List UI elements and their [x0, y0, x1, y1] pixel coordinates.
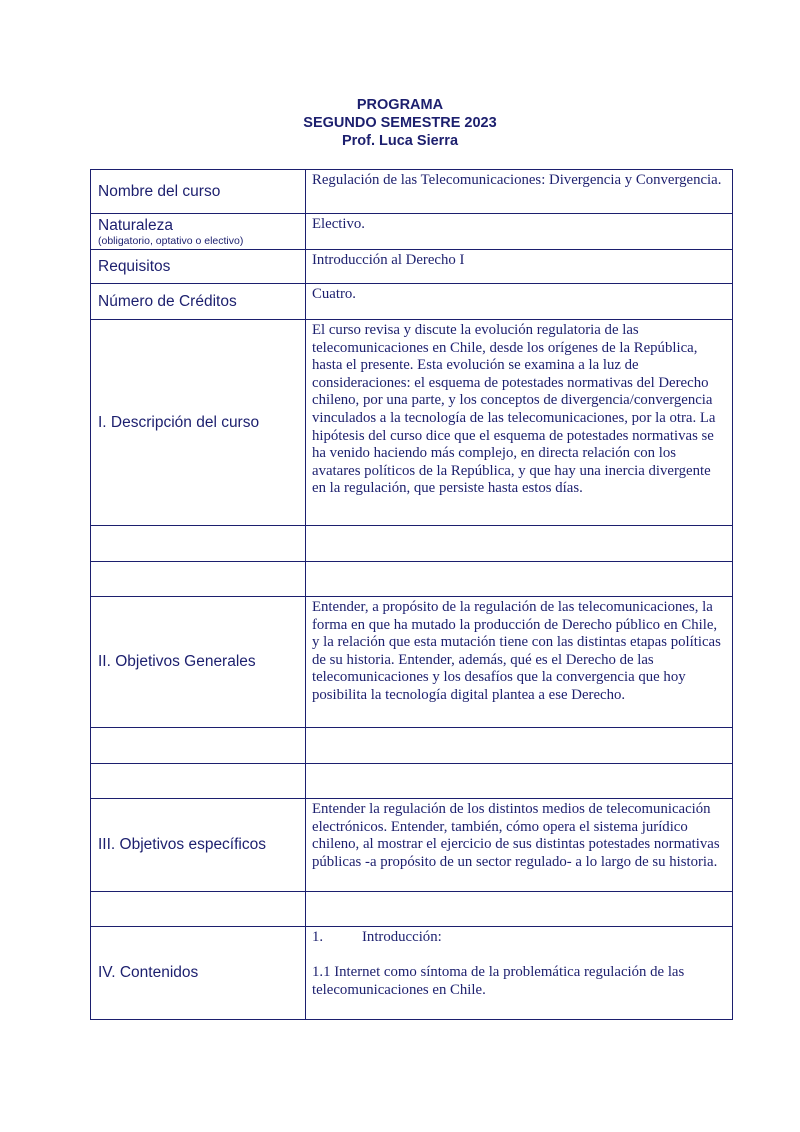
value-objetivos-generales: Entender, a propósito de la regulación de las telecomunicaciones, la forma en que ha mutado la producción de Derecho público en Chile, y la relación que esta mutación tiene con las distintas etapas políticas de su historia. Entender, además, qué es el Derecho de las telecomunicaciones y los desafíos que la convergencia que hoy posibilita la tecnología digital plantea a ese Derecho.	[306, 597, 733, 728]
empty-cell	[91, 562, 306, 597]
professor-name: Prof. Luca Sierra	[341, 133, 459, 149]
empty-row-1	[91, 526, 733, 562]
empty-cell	[91, 892, 306, 927]
spacer	[312, 947, 726, 965]
label-objetivos-generales: II. Objetivos Generales	[91, 597, 306, 728]
empty-row-5	[91, 892, 733, 927]
program-title: PROGRAMA	[356, 97, 444, 113]
label-descripcion: I. Descripción del curso	[91, 320, 306, 526]
empty-cell	[306, 728, 733, 764]
document-header	[0, 96, 800, 150]
row-requisitos	[91, 250, 733, 284]
empty-row-2	[91, 562, 733, 597]
empty-cell	[306, 562, 733, 597]
item-title: Introducción:	[362, 929, 442, 945]
label-contenidos: IV. Contenidos	[91, 927, 306, 1020]
label-nombre: Nombre del curso	[91, 170, 306, 214]
value-naturaleza: Electivo.	[306, 214, 733, 250]
value-creditos: Cuatro.	[306, 284, 733, 320]
contenidos-item-1	[312, 929, 726, 947]
label-requisitos: Requisitos	[91, 250, 306, 284]
empty-cell	[91, 728, 306, 764]
empty-cell	[306, 526, 733, 562]
empty-row-4	[91, 764, 733, 799]
empty-row-3	[91, 728, 733, 764]
empty-cell	[306, 892, 733, 927]
value-descripcion: El curso revisa y discute la evolución regulatoria de las telecomunicaciones en Chile, desde los orígenes de la República, hasta el presente. Esta evolución se examina a la luz de consideraciones: el esquema de potestades normativas del Derecho chileno, por una parte, y los conceptos de divergencia/convergencia vinculados a la tecnología de las telecomunicaciones, por la otra. La hipótesis del curso dice que el esquema de potestades normativas se ha venido haciendo más complejo, en directa relación con los avatares políticos de la República, y que hay una inercia divergente en la regulación, que persiste hasta estos días.	[306, 320, 733, 526]
item-number: 1.	[312, 929, 324, 945]
row-descripcion	[91, 320, 733, 526]
row-creditos	[91, 284, 733, 320]
label-creditos: Número de Créditos	[91, 284, 306, 320]
row-nombre	[91, 170, 733, 214]
row-contenidos	[91, 927, 733, 1020]
value-contenidos	[306, 927, 733, 1020]
value-requisitos: Introducción al Derecho I	[306, 250, 733, 284]
program-table	[90, 169, 733, 1020]
semester-title: SEGUNDO SEMESTRE 2023	[303, 115, 497, 131]
empty-cell	[91, 764, 306, 799]
contenidos-sub-item-1-1: 1.1 Internet como síntoma de la problemática regulación de las telecomunicaciones en Chile.	[312, 964, 685, 998]
row-naturaleza	[91, 214, 733, 250]
naturaleza-subtitle: (obligatorio, optativo o electivo)	[98, 234, 244, 247]
naturaleza-title: Naturaleza	[98, 216, 173, 234]
row-objetivos-generales	[91, 597, 733, 728]
empty-cell	[306, 764, 733, 799]
value-nombre: Regulación de las Telecomunicaciones: Divergencia y Convergencia.	[306, 170, 733, 214]
label-objetivos-especificos: III. Objetivos específicos	[91, 799, 306, 892]
empty-cell	[91, 526, 306, 562]
row-objetivos-especificos	[91, 799, 733, 892]
label-naturaleza	[91, 214, 306, 250]
value-objetivos-especificos: Entender la regulación de los distintos medios de telecomunicación electrónicos. Entender, también, cómo opera el sistema jurídico chileno, al mostrar el ejercicio de sus distintas potestades normativas públicas -a propósito de un sector regulado- a lo largo de su historia.	[306, 799, 733, 892]
